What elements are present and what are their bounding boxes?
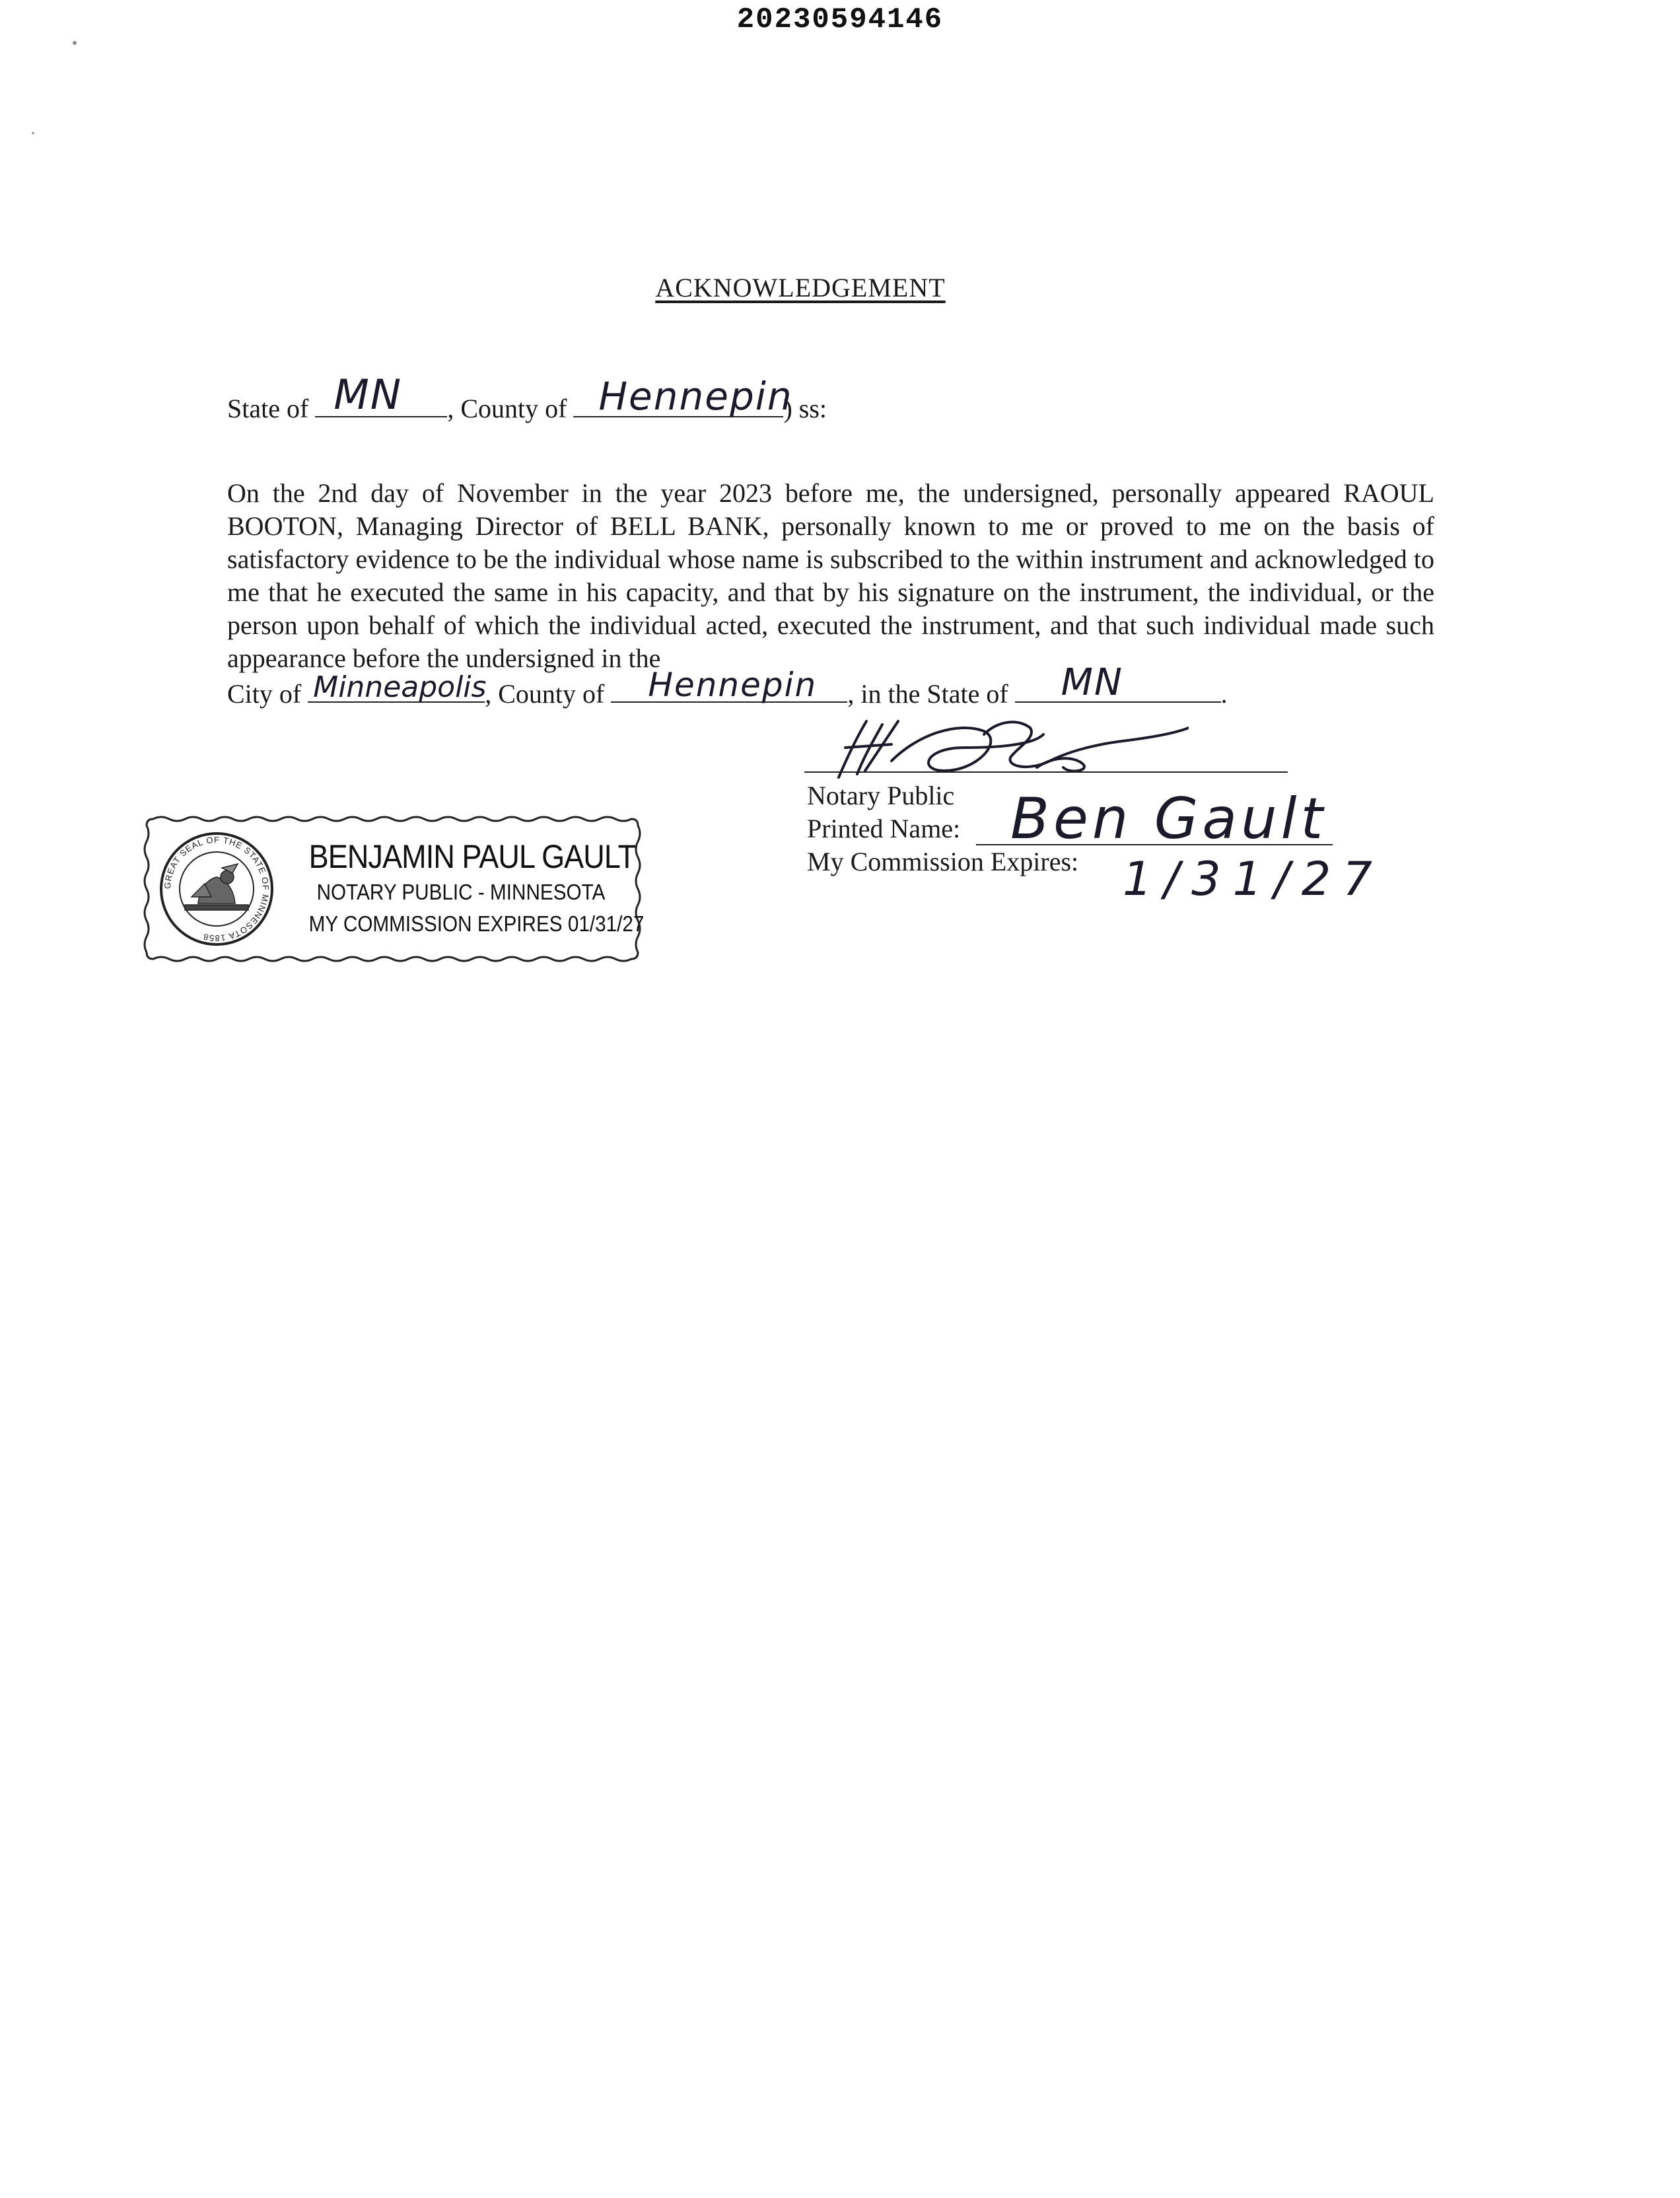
printed-name-handwritten: Ben Gault	[1010, 786, 1327, 852]
printed-name-label: Printed Name:	[807, 814, 961, 843]
stamp-notary-name: BENJAMIN PAUL GAULT	[308, 838, 636, 875]
county-label: , County of	[447, 394, 567, 423]
appearance-line	[227, 661, 1228, 709]
appearance-county-blank	[611, 666, 847, 704]
commission-expires-label: My Commission Expires:	[807, 847, 1079, 876]
appearance-state-handwritten: MN	[1061, 661, 1123, 704]
document-title: ACKNOWLEDGEMENT	[655, 273, 946, 302]
notary-signature	[819, 708, 1189, 787]
notary-public-label: Notary Public	[807, 781, 955, 810]
appearance-county-label: , County of	[485, 679, 605, 709]
seal-ring-text: GREAT SEAL OF THE STATE OF MINNESOTA 1858	[162, 834, 271, 944]
acknowledgement-paragraph: On the 2nd day of November in the year 2023 before me, the undersigned, personally appeared RAOUL BOOTON, Managing Director of BELL BANK, personally known to me or proved to me on the basis of satisfactory evidence to be the individual whose name is subscribed to the within instrument and acknowledged to me that he executed the same in his capacity, and that by his signature on the instrument, the individual, or the person upon behalf of which the individual acted, executed the instrument, and that such individual made such appearance before the undersigned in the	[227, 478, 1434, 673]
state-seal-icon	[158, 831, 275, 947]
city-label: City of	[227, 679, 302, 709]
appearance-end: .	[1220, 679, 1228, 709]
city-blank	[308, 670, 487, 704]
commission-expires-handwritten: 1/31/27	[1123, 852, 1384, 906]
notary-stamp	[141, 814, 643, 964]
scan-speck	[73, 41, 77, 45]
stamp-commission-expires: MY COMMISSION EXPIRES 01/31/27	[308, 911, 645, 936]
appearance-state-label: , in the State of	[847, 679, 1008, 709]
county-blank	[573, 374, 793, 419]
venue-line	[227, 371, 827, 424]
state-blank	[315, 371, 447, 419]
document-number: 20230594146	[736, 3, 944, 36]
signature-line	[804, 771, 1288, 773]
appearance-county-handwritten: Hennepin	[648, 666, 818, 704]
stamp-notary-role: NOTARY PUBLIC - MINNESOTA	[316, 880, 606, 904]
appearance-state-blank	[1015, 661, 1221, 704]
scan-speck	[32, 132, 34, 134]
ss-label: ) ss:	[783, 394, 827, 423]
state-handwritten: MN	[333, 371, 403, 419]
city-handwritten: Minneapolis	[313, 670, 487, 704]
county-handwritten: Hennepin	[598, 374, 793, 419]
state-label: State of	[227, 394, 309, 423]
